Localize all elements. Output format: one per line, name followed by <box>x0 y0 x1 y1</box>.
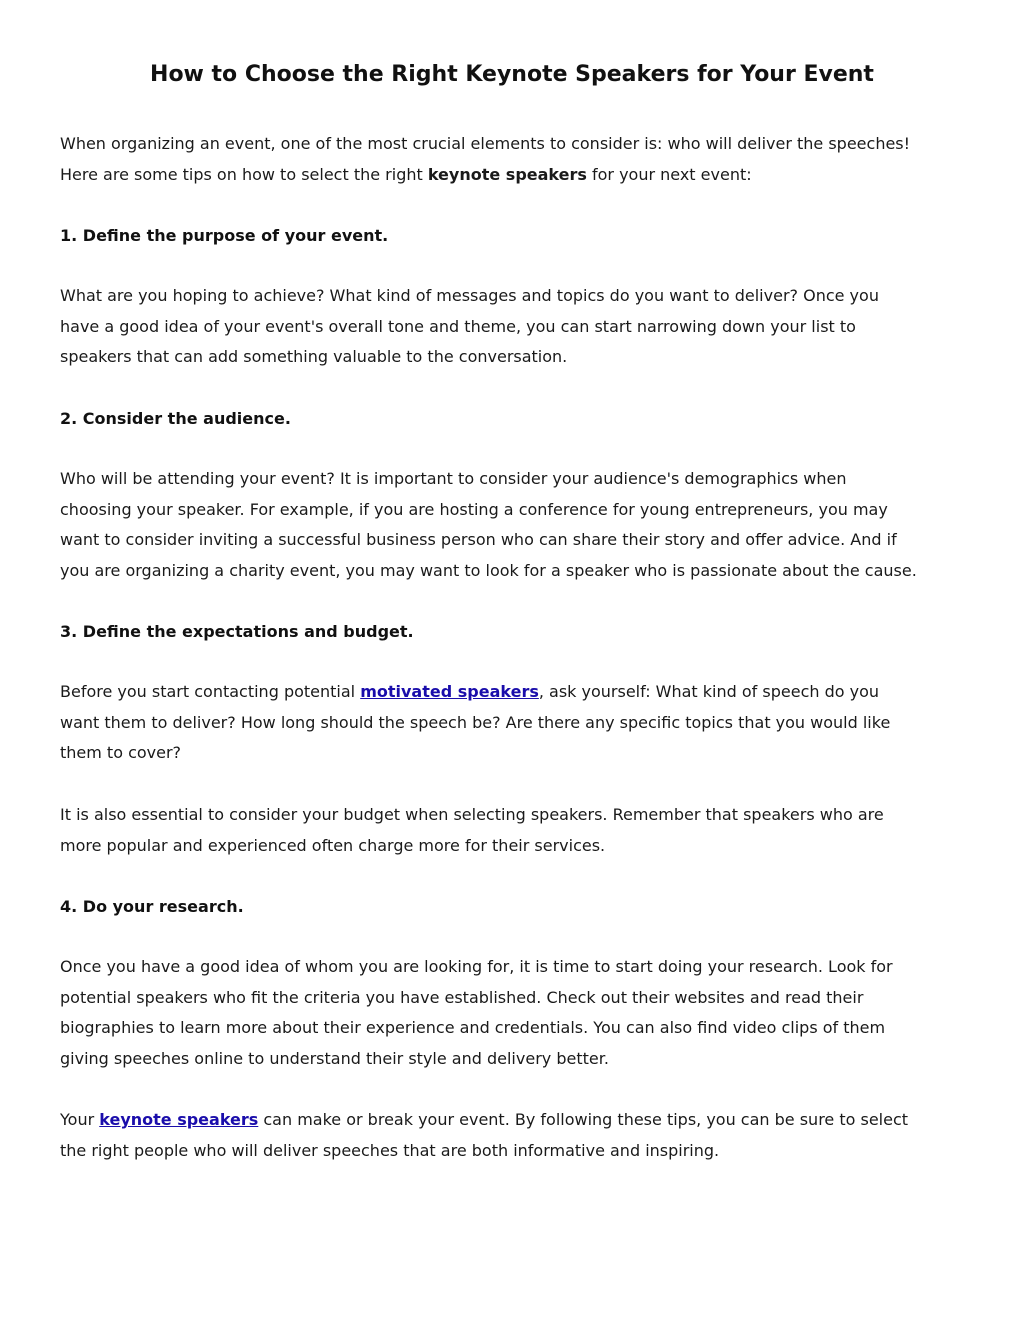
section-2-line: choosing your speaker. For example, if you are hosting a conference for young entrepreneurs, you may <box>60 499 888 519</box>
section-3-heading: 3. Define the expectations and budget. <box>60 622 414 641</box>
section-3-line: want them to deliver? How long should the speech be? Are there any specific topics that you would like <box>60 712 891 732</box>
section-3-line: them to cover? <box>60 743 182 762</box>
intro-keynote-bold: keynote speakers <box>427 164 587 184</box>
section-4-line: potential speakers who fit the criteria you have established. Check out their websites and read their <box>60 987 864 1007</box>
section-4-line: Once you have a good idea of whom you are looking for, it is time to start doing your research. Look for <box>60 957 893 976</box>
section-4-line: giving speeches online to understand their style and delivery better. <box>60 1048 609 1068</box>
closing-line-1 <box>60 1105 972 1136</box>
keynote-speakers-link[interactable]: keynote speakers <box>99 1110 259 1129</box>
section-3-budget-line: more popular and experienced often charge more for their services. <box>60 835 606 855</box>
intro-line-2-post: for your next event: <box>586 164 752 184</box>
section-1-paragraph <box>60 281 972 373</box>
intro-line-1: When organizing an event, one of the most crucial elements to consider is: who will deliver the speeches! <box>60 134 911 153</box>
section-4-line: biographies to learn more about their experience and credentials. You can also find video clips of them <box>60 1018 886 1037</box>
intro-line-2-pre: Here are some tips on how to select the right <box>60 164 428 184</box>
section-2-line: Who will be attending your event? It is important to consider your audience's demographics when <box>60 469 847 488</box>
closing-line-1-post: can make or break your event. By following these tips, you can be sure to select <box>258 1110 909 1129</box>
section-2-heading: 2. Consider the audience. <box>60 409 291 428</box>
page-title: How to Choose the Right Keynote Speakers for Your Event <box>150 62 874 87</box>
section-3-paragraph-1 <box>60 677 972 769</box>
section-1-heading: 1. Define the purpose of your event. <box>60 226 389 245</box>
section-2-paragraph <box>60 464 972 586</box>
section-4-paragraph <box>60 952 972 1074</box>
section-3-paragraph-2 <box>60 800 972 861</box>
motivated-speakers-link[interactable]: motivated speakers <box>360 682 539 701</box>
intro-line-2 <box>60 160 972 191</box>
section-4-heading: 4. Do your research. <box>60 897 244 916</box>
section-3-line-1-post: , ask yourself: What kind of speech do you <box>538 682 880 701</box>
section-3-budget-line: It is also essential to consider your budget when selecting speakers. Remember that speakers who are <box>60 805 884 824</box>
closing-paragraph <box>60 1105 972 1166</box>
section-1-line: What are you hoping to achieve? What kind of messages and topics do you want to deliver? Once you <box>60 286 879 305</box>
section-2-line: want to consider inviting a successful business person who can share their story and offer advice. And if <box>60 530 897 549</box>
closing-line-1-pre: Your <box>60 1110 100 1129</box>
section-1-line: have a good idea of your event's overall tone and theme, you can start narrowing down your list to <box>60 316 856 336</box>
section-3-line-1-pre: Before you start contacting potential <box>60 682 361 701</box>
section-3-line <box>60 677 972 708</box>
closing-line-2: the right people who will deliver speeches that are both informative and inspiring. <box>60 1140 720 1160</box>
section-1-line: speakers that can add something valuable to the conversation. <box>60 347 568 366</box>
section-2-line: you are organizing a charity event, you may want to look for a speaker who is passionate about the cause. <box>60 560 917 580</box>
intro-paragraph <box>60 129 972 190</box>
